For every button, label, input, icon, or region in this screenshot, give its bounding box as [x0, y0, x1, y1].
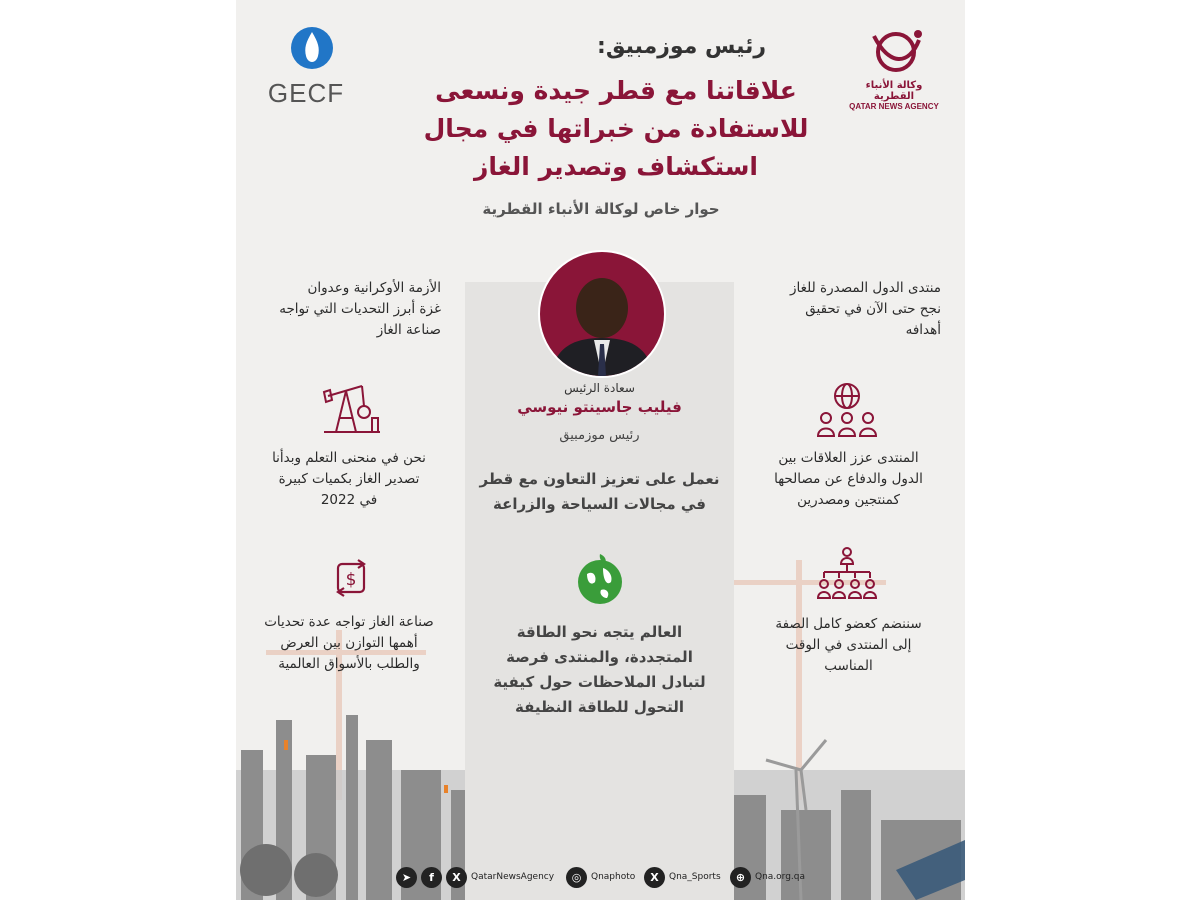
- left-block-3: [254, 612, 444, 675]
- x-icon[interactable]: X: [446, 867, 467, 888]
- right-block-1-line-2: نجح حتى الآن في تحقيق: [805, 301, 941, 317]
- center-quote-1: [465, 467, 734, 517]
- right-block-3: [756, 614, 941, 677]
- handle-sports[interactable]: Qna_Sports: [669, 872, 721, 882]
- president-position: رئيس موزمبيق: [559, 428, 640, 443]
- center-quote-2: [465, 620, 734, 720]
- right-block-1-line-1: منتدى الدول المصدرة للغاز: [790, 280, 941, 296]
- social-website: [730, 866, 805, 888]
- left-block-2-line-1: نحن في منحنى التعلم وبدأنا: [272, 450, 426, 466]
- telegram-icon[interactable]: ➤: [396, 867, 417, 888]
- handle-main[interactable]: QatarNewsAgency: [471, 872, 555, 882]
- left-block-3-line-1: صناعة الغاز تواجه عدة تحديات: [264, 614, 434, 630]
- qna-logo: [844, 26, 944, 111]
- quote2-line-2: المتجددة، والمنتدى فرصة: [506, 648, 693, 666]
- president-name: فيليب جاسينتو نيوسي: [517, 398, 682, 416]
- president-portrait: [538, 250, 666, 378]
- quote1-line-1: نعمل على تعزيز التعاون مع قطر: [479, 470, 720, 488]
- dollar-exchange-icon: [330, 556, 374, 600]
- right-block-2-line-1: المنتدى عزز العلاقات بين: [778, 450, 919, 466]
- social-photo: [566, 866, 635, 888]
- title-line-2: للاستفادة من خبراتها في مجال: [423, 114, 809, 143]
- left-block-1-line-2: غزة أبرز التحديات التي تواجه: [279, 301, 441, 317]
- qna-arabic-name: وكالة الأنباء القطرية: [865, 80, 923, 102]
- right-block-3-line-3: المناسب: [824, 658, 873, 674]
- green-earth-icon: [575, 552, 625, 608]
- svg-text:$: $: [345, 570, 357, 590]
- right-block-2: [756, 448, 941, 511]
- right-block-1: [756, 278, 941, 341]
- org-chart-icon: [816, 546, 878, 606]
- right-block-2-line-2: الدول والدفاع عن مصالحها: [774, 471, 923, 487]
- quote1-line-2: في مجالات السياحة والزراعة: [493, 495, 706, 513]
- left-block-2-line-3: في 2022: [320, 492, 378, 508]
- left-block-1-line-1: الأزمة الأوكرانية وعدوان: [307, 280, 441, 296]
- gecf-drop-logo: [266, 26, 346, 74]
- quote2-line-3: لتبادل الملاحظات حول كيفية: [493, 673, 706, 691]
- social-main: [396, 866, 554, 888]
- title-line-1: علاقاتنا مع قطر جيدة ونسعى: [435, 76, 797, 105]
- infographic-poster: [236, 0, 965, 900]
- right-block-1-line-3: أهدافه: [905, 322, 941, 338]
- president-honorific: سعادة الرئيس: [564, 381, 635, 395]
- globe-icon[interactable]: ⊕: [730, 867, 751, 888]
- header-subtitle: حوار خاص لوكالة الأنباء القطرية: [482, 200, 720, 218]
- handle-photo[interactable]: Qnaphoto: [591, 872, 636, 882]
- header-kicker: رئيس موزمبيق:: [597, 34, 766, 59]
- left-block-1: [256, 278, 441, 341]
- right-block-2-line-3: كمنتجين ومصدرين: [797, 492, 900, 508]
- gecf-wordmark: GECF: [267, 78, 345, 108]
- qna-emblem: [844, 26, 944, 76]
- right-block-3-line-2: إلى المنتدى في الوقت: [785, 637, 912, 653]
- left-block-2-line-2: تصدير الغاز بكميات كبيرة: [278, 471, 420, 487]
- website-link[interactable]: Qna.org.qa: [755, 872, 806, 882]
- oil-pump-icon: [322, 382, 382, 436]
- header-title: [406, 72, 826, 186]
- x-icon[interactable]: X: [644, 867, 665, 888]
- title-line-3: استكشاف وتصدير الغاز: [474, 152, 758, 181]
- left-block-3-line-3: والطلب بالأسواق العالمية: [278, 656, 420, 672]
- facebook-icon[interactable]: f: [421, 867, 442, 888]
- left-block-2: [254, 448, 444, 511]
- qna-english-name: QATAR NEWS AGENCY: [849, 102, 939, 111]
- instagram-icon[interactable]: ◎: [566, 867, 587, 888]
- social-sports: [644, 866, 721, 888]
- left-block-3-line-2: أهمها التوازن بين العرض: [280, 635, 418, 651]
- right-block-3-line-1: سننضم كعضو كامل الصفة: [775, 616, 922, 632]
- quote2-line-4: التحول للطاقة النظيفة: [514, 698, 684, 716]
- quote2-line-1: العالم يتجه نحو الطاقة: [516, 623, 683, 641]
- globe-people-icon: [816, 382, 878, 438]
- left-block-1-line-3: صناعة الغاز: [376, 322, 441, 338]
- gecf-logo: [266, 26, 346, 108]
